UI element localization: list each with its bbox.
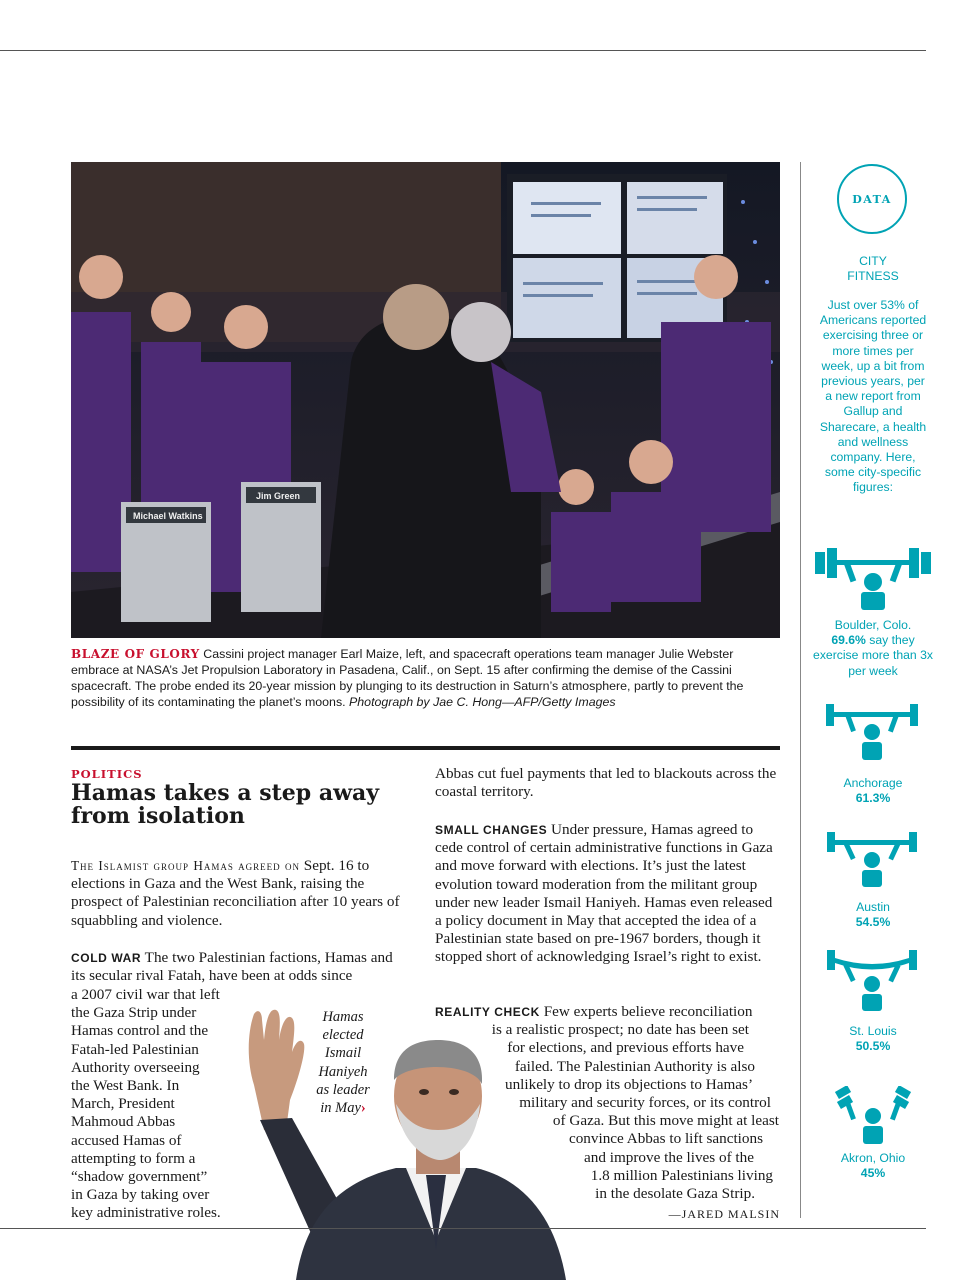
weightlifter-icon [815, 548, 931, 612]
wrap-line: Fatah-led Palestinian [71, 1040, 199, 1058]
chevron-right-icon: › [360, 1100, 366, 1117]
reality-line: military and security forces, or its control [519, 1094, 771, 1112]
city-value: 50.5% [855, 1039, 891, 1054]
weightlifter-icon [826, 702, 918, 762]
weightlifter-icon [832, 1086, 914, 1146]
city-name: Austin [856, 900, 890, 914]
reality-line: in the desolate Gaza Strip. [595, 1185, 755, 1203]
cold-war-wrap [71, 986, 246, 1223]
city-akron [812, 1151, 934, 1181]
city-austin [812, 900, 934, 930]
nameplate-1: Michael Watkins [133, 511, 203, 521]
city-boulder [812, 618, 934, 679]
portrait-caption-line: as leader [316, 1081, 370, 1098]
city-value: 54.5% [855, 915, 891, 930]
reality-line: 1.8 million Palestinians living [590, 1166, 773, 1184]
cold-war-text: The two Palestinian factions, Hamas and its secular rival Fatah, have been at odds since [71, 949, 393, 985]
city-stat [812, 633, 934, 679]
cold-war-paragraph [71, 949, 409, 985]
city-value: 61.3% [855, 791, 891, 806]
sidebar-title-line: FITNESS [847, 269, 899, 284]
reality-text: Few experts believe reconciliation [539, 1003, 753, 1020]
col2-top-paragraph: Abbas cut fuel payments that led to blackouts across the coastal territory. [435, 765, 777, 801]
weightlifter-icon [827, 828, 917, 888]
reality-line: and improve the lives of the [584, 1148, 754, 1166]
city-name: Anchorage [843, 776, 903, 790]
portrait-caption-line: in May [320, 1100, 361, 1117]
wrap-line: attempting to form a [71, 1149, 196, 1167]
byline: —JARED MALSIN [668, 1207, 780, 1221]
data-badge: DATA [837, 164, 907, 234]
portrait-caption-line: Ismail [324, 1045, 362, 1062]
reality-line: is a realistic prospect; no date has been set [491, 1021, 749, 1039]
reality-check-paragraph [435, 1003, 780, 1203]
reality-line: unlikely to drop its objections to Hamas’ [504, 1075, 753, 1093]
city-name: St. Louis [849, 1024, 897, 1038]
wrap-line: in Gaza by taking over [71, 1186, 210, 1204]
small-changes-subhead: SMALL CHANGES [435, 823, 548, 837]
wrap-line: Mahmoud Abbas [71, 1113, 176, 1131]
reality-line: failed. The Palestinian Authority is also [514, 1057, 755, 1075]
reality-line: convince Abbas to lift sanctions [568, 1130, 763, 1148]
small-changes-text: Under pressure, Hamas agreed to cede control of certain administrative functions in Gaza and move forward with elections. It’s just the latest evolution toward moderation from the militant group under new leader Ismail Haniyeh. Hamas even released a policy document in May that accepted the idea of a Palestinian state based on pre-1967 borders, though it stopped short of acknowledging Israel’s right to exist. [435, 821, 773, 966]
sidebar-title [812, 254, 934, 284]
caption-text: Cassini project manager Earl Maize, left, and spacecraft operations team manager Julie Webster embrace at NASA’s Jet Propulsion Laboratory in Pasadena, Calif., on Sept. 15 after confirming the demise of the Cassini spacecraft. The probe ended its 20-year mission by plunging to its destruction in Saturn’s atmosphere, partly to prevent the possibility of its contaminating the planet’s moons. [71, 647, 744, 709]
headline: Hamas takes a step away from isolation [71, 780, 380, 829]
wrap-line: accused Hamas of [71, 1131, 182, 1149]
wrap-line: the Gaza Strip under [71, 1004, 197, 1022]
section-label: POLITICS [71, 767, 143, 781]
wrap-line: key administrative roles. [71, 1204, 221, 1222]
article-rule [71, 746, 780, 750]
city-name: Boulder, Colo. [834, 618, 912, 632]
lead-paragraph [71, 857, 409, 930]
city-note: say they exercise more than 3x per week [813, 633, 933, 678]
lead-text: Sept. 16 to elections in Gaza and the West Bank, raising the prospect of Palestinian reconciliation after 10 years of squabbling and violence. [71, 857, 400, 929]
reality-check-subhead: REALITY CHECK [435, 1005, 540, 1019]
small-changes-paragraph [435, 821, 780, 967]
mission-control-photo [71, 162, 780, 638]
city-st-louis [812, 1024, 934, 1054]
photo-caption [71, 646, 783, 710]
wrap-line: Hamas control and the [71, 1022, 209, 1040]
reality-line: of Gaza. But this move might at least [552, 1112, 779, 1130]
lead-caps: The Islamist group Hamas agreed on [71, 858, 300, 873]
city-value: 69.6% [831, 633, 866, 648]
reality-line [435, 1003, 780, 1021]
photo-credit: Photograph by Jae C. Hong—AFP/Getty Images [349, 695, 616, 709]
weightlifter-icon [827, 950, 917, 1012]
portrait-caption-last [304, 1099, 382, 1117]
city-name: Akron, Ohio [840, 1151, 906, 1165]
city-anchorage [812, 776, 934, 806]
cold-war-subhead: COLD WAR [71, 951, 142, 965]
portrait-caption-line: Haniyeh [318, 1063, 368, 1080]
sidebar-title-line: CITY [859, 254, 887, 268]
wrap-line: “shadow government” [71, 1168, 208, 1186]
sidebar-rule [800, 162, 801, 1218]
top-rule [0, 50, 926, 51]
reality-line: for elections, and previous efforts have [507, 1039, 744, 1057]
city-value: 45% [860, 1166, 886, 1181]
wrap-line: the West Bank. In [71, 1077, 180, 1095]
nameplate-2: Jim Green [256, 491, 301, 501]
wrap-line: a 2007 civil war that left [71, 986, 220, 1003]
portrait-caption-line: elected [322, 1027, 364, 1044]
main-photo [71, 162, 780, 638]
portrait-caption [304, 1008, 382, 1117]
caption-kicker: BLAZE OF GLORY [71, 647, 200, 661]
wrap-line: March, President [71, 1095, 175, 1113]
bottom-rule [0, 1228, 926, 1229]
wrap-line: Authority overseeing [71, 1058, 200, 1076]
sidebar-intro: Just over 53% of Americans reported exercising three or more times per week, up a bit from previous years, per a new report from Gallup and Sharecare, a health and wellness company. Here, some city-specific figures: [819, 298, 927, 495]
portrait-caption-line: Hamas [322, 1009, 364, 1025]
